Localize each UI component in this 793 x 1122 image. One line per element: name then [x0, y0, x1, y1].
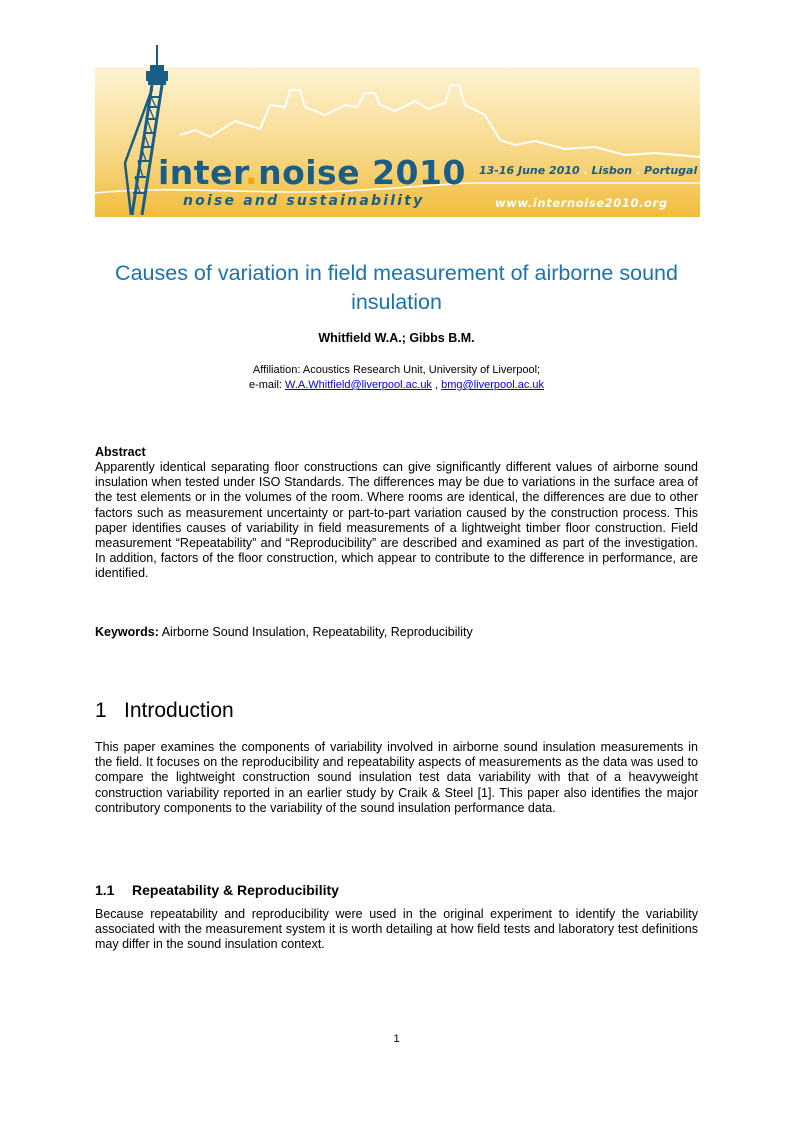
- subsection-number: 1.1: [95, 882, 115, 898]
- country-text: Portugal: [644, 164, 698, 177]
- subsection-heading-repeatability: [95, 882, 339, 898]
- brand-right: noise 2010: [258, 153, 466, 192]
- email-link-whitfield[interactable]: W.A.Whitfield@liverpool.ac.uk: [285, 379, 432, 391]
- keywords-label: Keywords:: [95, 625, 159, 639]
- conference-banner: [95, 45, 700, 217]
- affiliation-line: Affiliation: Acoustics Research Unit, University of Liverpool;: [252, 364, 541, 376]
- brand-left: inter: [158, 153, 246, 192]
- email-label: e-mail:: [248, 379, 282, 391]
- email-separator: ,: [435, 379, 439, 391]
- email-link-gibbs[interactable]: bmg@liverpool.ac.uk: [441, 379, 545, 391]
- repeatability-paragraph: Because repeatability and reproducibility were used in the original experiment to identify the variability associated with the measurement system it is worth detailing at how field tests and laboratory test definitions may differ in the sound insulation context.: [95, 907, 698, 952]
- brand-dot: .: [245, 153, 259, 192]
- conference-date: [479, 164, 697, 177]
- subsection-title: Repeatability & Reproducibility: [132, 882, 339, 898]
- brand-wordmark: [158, 153, 466, 192]
- paper-title: Causes of variation in field measurement of airborne sound insulation: [115, 261, 678, 314]
- date-text: 13-16 June 2010: [479, 164, 580, 177]
- email-line: [95, 378, 698, 393]
- conference-url: www.internoise2010.org: [495, 196, 668, 210]
- section-title: Introduction: [124, 699, 234, 722]
- keywords-text: Airborne Sound Insulation, Repeatability, Reproducibility: [161, 625, 473, 639]
- city-text: Lisbon: [591, 164, 633, 177]
- introduction-paragraph: This paper examines the components of variability involved in airborne sound insulation measurements in the field. It focuses on the reproducibility and repeatability aspects of measurements as the data was used to compare the lightweight construction sound insulation test data variability with that of a heavyweight construction variability reported in an earlier study by Craik & Steel [1]. This paper also identifies the major contributory components to the variability of the sound insulation performance data.: [95, 740, 698, 815]
- abstract-heading: Abstract: [95, 445, 146, 459]
- date-separator: .: [583, 164, 588, 177]
- affiliation: [95, 363, 698, 393]
- section-heading-introduction: [95, 699, 234, 723]
- city-separator: .: [635, 164, 641, 177]
- brand-tagline: noise and sustainability: [183, 193, 425, 209]
- paper-authors: Whitfield W.A.; Gibbs B.M.: [318, 331, 475, 345]
- page-number: 1: [393, 1033, 400, 1045]
- abstract-text: Apparently identical separating floor constructions can give significantly different values of airborne sound insulation when tested under ISO Standards. The differences may be due to variations in the surface area of the test elements or in the volumes of the room. Where rooms are identical, the differences are due to other factors such as measurement uncertainty or part-to-part variation caused by the construction process. This paper identifies causes of variability in field measurements of a lightweight timber floor construction. Field measurement “Repeatability” and “Reproducibility” are described and examined as part of the investigation. In addition, factors of the floor construction, which appear to contribute to the difference in performance, are identified.: [95, 460, 698, 581]
- section-number: 1: [95, 699, 107, 722]
- keywords: [95, 625, 473, 639]
